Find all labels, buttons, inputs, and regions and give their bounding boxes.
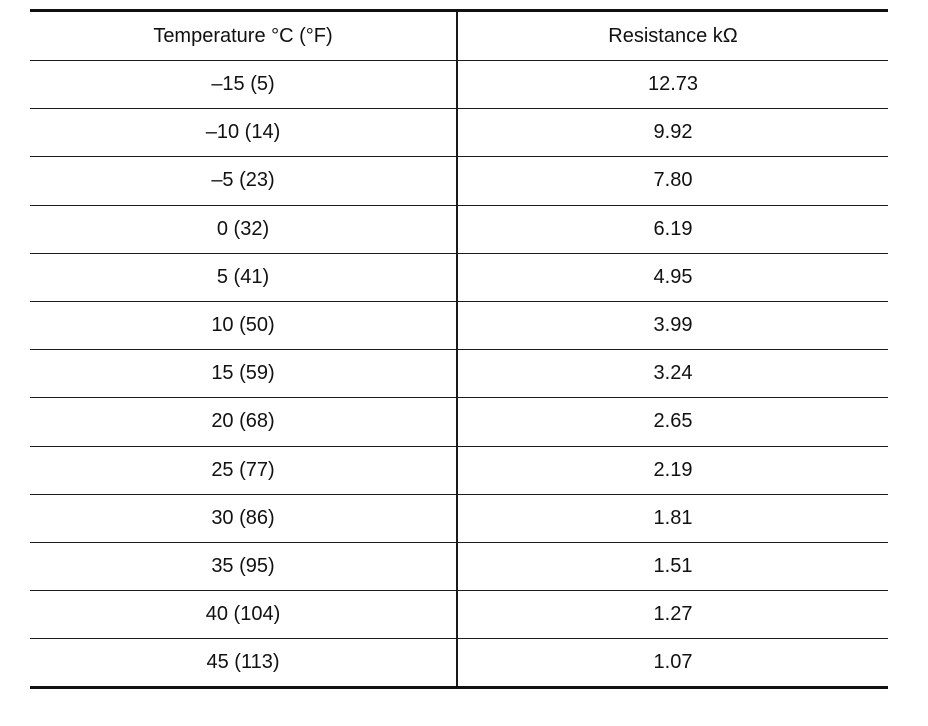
temperature-resistance-table xyxy=(30,9,888,689)
resistance-cell: 3.99 xyxy=(457,301,888,349)
temperature-cell: 25 (77) xyxy=(30,446,457,494)
resistance-cell: 4.95 xyxy=(457,253,888,301)
temperature-cell: –15 (5) xyxy=(30,61,457,109)
resistance-cell: 3.24 xyxy=(457,350,888,398)
table-row xyxy=(30,591,888,639)
resistance-table-container xyxy=(30,9,888,689)
resistance-cell: 1.51 xyxy=(457,542,888,590)
table-row xyxy=(30,542,888,590)
resistance-cell: 2.19 xyxy=(457,446,888,494)
temperature-cell: 10 (50) xyxy=(30,301,457,349)
table-row xyxy=(30,109,888,157)
resistance-cell: 9.92 xyxy=(457,109,888,157)
temperature-cell: 5 (41) xyxy=(30,253,457,301)
resistance-cell: 1.07 xyxy=(457,639,888,688)
temperature-cell: 45 (113) xyxy=(30,639,457,688)
temperature-cell: 0 (32) xyxy=(30,205,457,253)
table-body xyxy=(30,61,888,688)
resistance-cell: 1.27 xyxy=(457,591,888,639)
table-row xyxy=(30,61,888,109)
temperature-cell: 40 (104) xyxy=(30,591,457,639)
temperature-column-header: Temperature °C (°F) xyxy=(30,11,457,61)
temperature-cell: –10 (14) xyxy=(30,109,457,157)
table-row xyxy=(30,494,888,542)
header-row xyxy=(30,11,888,61)
resistance-cell: 2.65 xyxy=(457,398,888,446)
temperature-cell: 30 (86) xyxy=(30,494,457,542)
table-row xyxy=(30,446,888,494)
table-row xyxy=(30,398,888,446)
temperature-cell: 20 (68) xyxy=(30,398,457,446)
table-row xyxy=(30,301,888,349)
resistance-column-header: Resistance kΩ xyxy=(457,11,888,61)
temperature-cell: 35 (95) xyxy=(30,542,457,590)
temperature-cell: –5 (23) xyxy=(30,157,457,205)
resistance-cell: 1.81 xyxy=(457,494,888,542)
table-row xyxy=(30,157,888,205)
resistance-cell: 7.80 xyxy=(457,157,888,205)
table-header xyxy=(30,11,888,61)
table-row xyxy=(30,253,888,301)
temperature-cell: 15 (59) xyxy=(30,350,457,398)
resistance-cell: 12.73 xyxy=(457,61,888,109)
table-row xyxy=(30,205,888,253)
table-row xyxy=(30,350,888,398)
resistance-cell: 6.19 xyxy=(457,205,888,253)
table-row xyxy=(30,639,888,688)
